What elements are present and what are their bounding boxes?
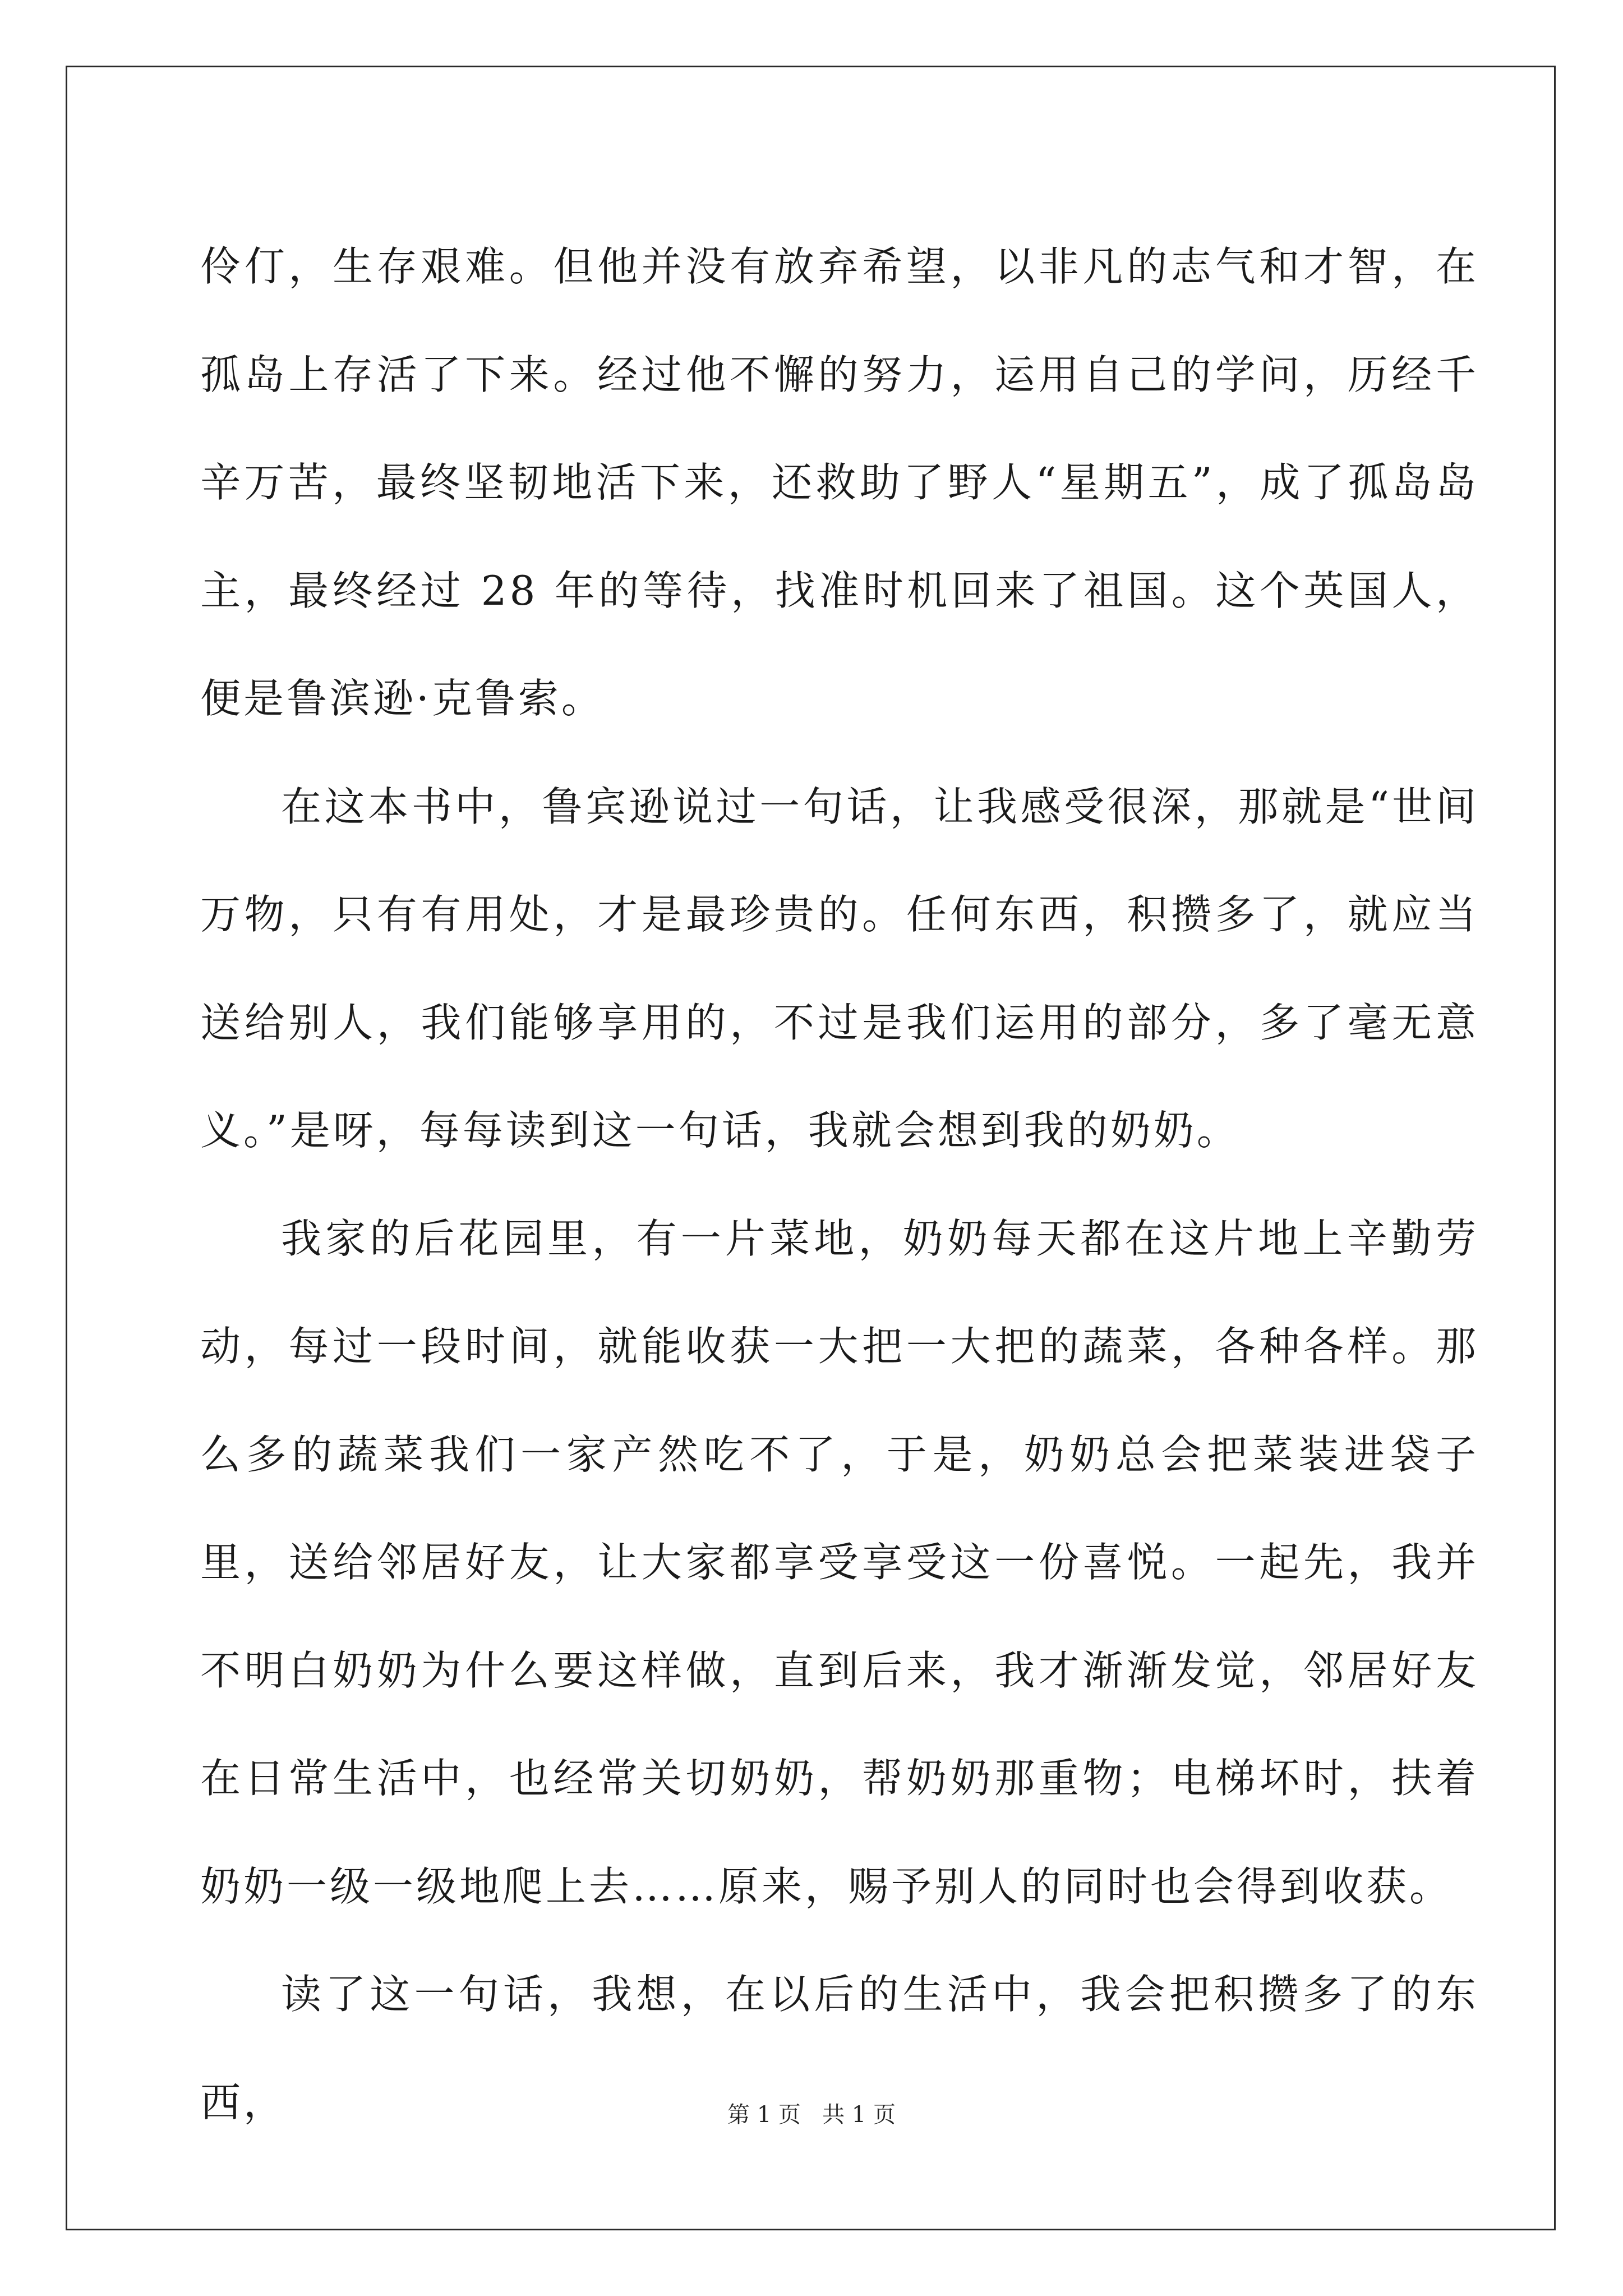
page-number: 第 1 页 — [727, 2102, 801, 2128]
paragraph-4: 读了这一句话，我想，在以后的生活中，我会把积攒多了的东西， — [200, 1971, 1479, 2126]
paragraph-1: 伶仃，生存艰难。但他并没有放弃希望，以非凡的志气和才智，在孤岛上存活了下来。经过他不懈的努力，运用自己的学问，历经千辛万苦，最终坚韧地活下来，还救助了野人“星期五”，成了孤岛岛主，最终经过 28 年的等待，找准时机回来了祖国。这个英国人，便是鲁滨逊·克鲁索。 — [200, 243, 1479, 722]
paragraph-3: 我家的后花园里，有一片菜地，奶奶每天都在这片地上辛勤劳动，每过一段时间，就能收获一大把一大把的蔬菜，各种各样。那么多的蔬菜我们一家产然吃不了，于是，奶奶总会把菜装进袋子里，送给邻居好友，让大家都享受享受这一份喜悦。一起先，我并不明白奶奶为什么要这样做，直到后来，我才渐渐发觉，邻居好友在日常生活中，也经常关切奶奶，帮奶奶那重物；电梯坏时，扶着奶奶一级一级地爬上去……原来，赐予别人的同时也会得到收获。 — [200, 1214, 1479, 1910]
page-total: 共 1 页 — [822, 2102, 896, 2128]
page-footer — [0, 2101, 1623, 2129]
paragraph-2: 在这本书中，鲁宾逊说过一句话，让我感受很深，那就是“世间万物，只有有用处，才是最珍贵的。任何东西，积攒多了，就应当送给别人，我们能够享用的，不过是我们运用的部分，多了毫无意义。”是呀，每每读到这一句话，我就会想到我的奶奶。 — [200, 783, 1479, 1154]
document-body — [200, 213, 1479, 2156]
